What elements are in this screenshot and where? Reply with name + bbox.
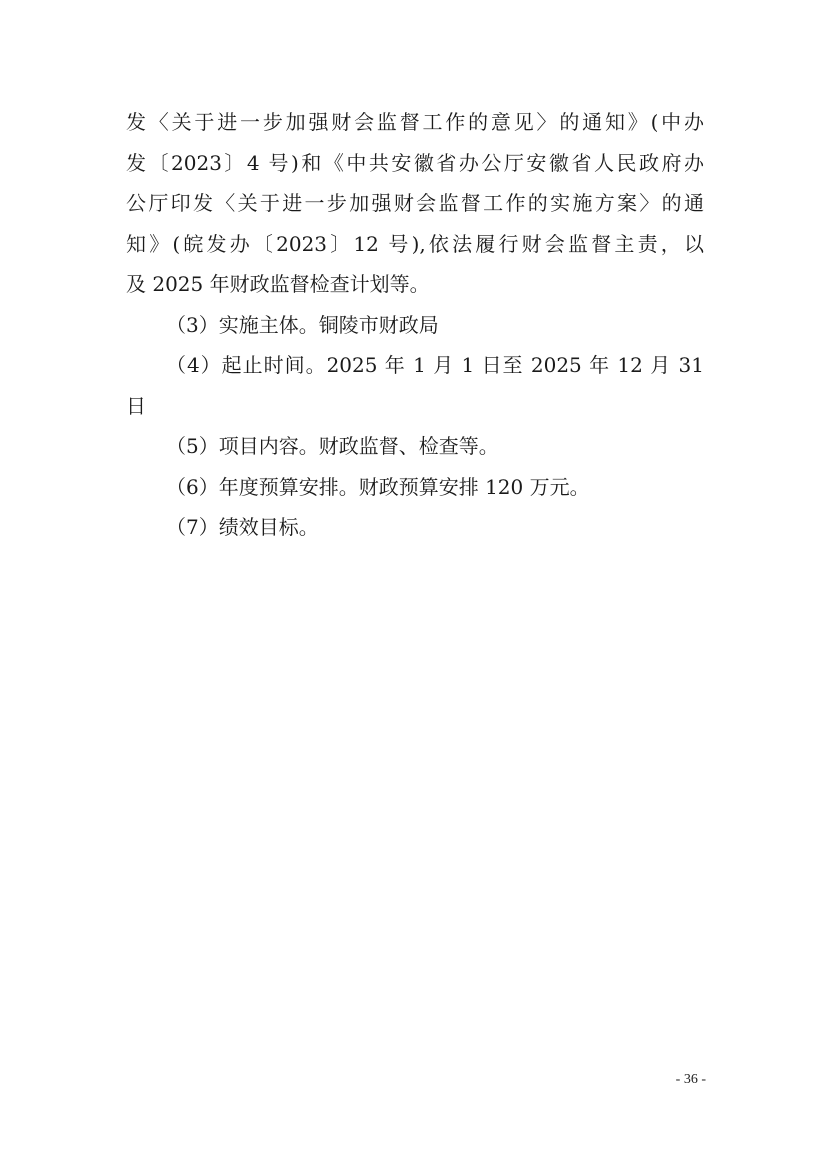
- item-period-continued: 日: [126, 393, 146, 418]
- paragraph-line: 发〈关于进一步加强财会监督工作的意见〉的通知》(中办: [126, 110, 704, 134]
- document-body: [126, 102, 704, 548]
- item-performance-target: （7）绩效目标。: [166, 515, 319, 539]
- paragraph-line: 公厅印发〈关于进一步加强财会监督工作的实施方案〉的通: [126, 191, 704, 215]
- page-number: - 36 -: [675, 1072, 706, 1087]
- paragraph-line: 知》(皖发办〔2023〕12 号),依法履行财会监督主责，以: [126, 231, 704, 256]
- item-implementing-entity: （3）实施主体。铜陵市财政局: [166, 312, 439, 337]
- item-period: （4）起止时间。2025 年 1 月 1 日至 2025 年 12 月 31: [166, 353, 704, 377]
- paragraph-line: 及 2025 年财政监督检查计划等。: [126, 272, 430, 296]
- paragraph-line: 发〔2023〕4 号)和《中共安徽省办公厅安徽省人民政府办: [126, 150, 704, 175]
- item-project-content: （5）项目内容。财政监督、检查等。: [166, 434, 499, 458]
- item-annual-budget: （6）年度预算安排。财政预算安排 120 万元。: [166, 474, 590, 499]
